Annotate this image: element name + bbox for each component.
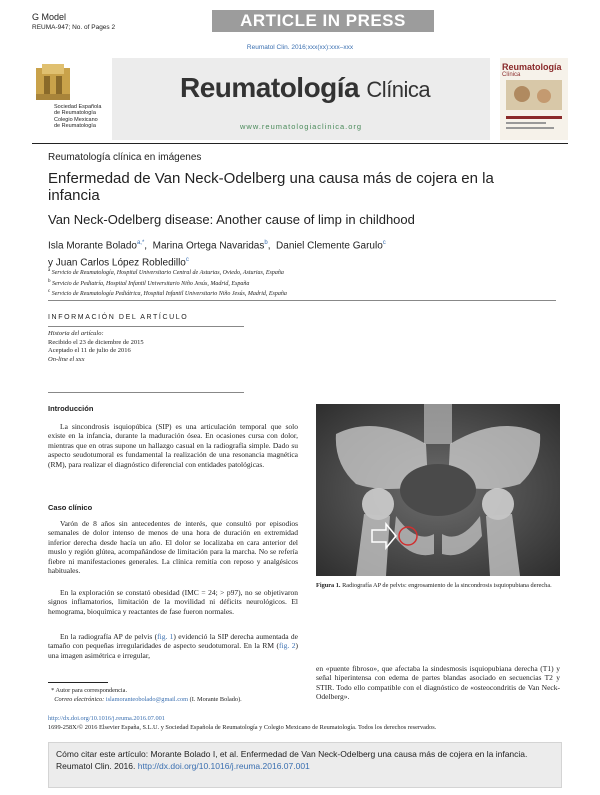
affiliation-list bbox=[48, 267, 548, 299]
author-affiliation-link[interactable]: a,* bbox=[136, 240, 145, 246]
intro-paragraph: La sincondrosis isquiopúbica (SIP) es una articulación temporal que solo existe en la infancia, durante la maduración ósea. En ocasiones cursa con dolor, mientras que en otras supone un hallazgo casual en la radiografía simple. Dado su aspecto seudotumoral es fundamental la realización de una resonancia magnética (RM), para realizar el diagnóstico diferencial con entidades patológicas. bbox=[48, 422, 298, 469]
article-history: Historia del artículo: Recibido el 23 de diciembre de 2015 Aceptado el 11 de julio de 2016 On-line el xxx bbox=[48, 330, 144, 363]
case-paragraph: En la radiografía AP de pelvis (fig. 1) evidenció la SIP derecha aumentada de tamaño con pequeñas irregularidades de aspecto seudotumoral. En la RM (fig. 2) una imagen asimétrica e irregular, bbox=[48, 632, 298, 660]
article-title-spanish: Enfermedad de Van Neck-Odelberg una causa más de cojera en la infancia bbox=[48, 170, 494, 204]
column-2-paragraph: en «puente fibroso», que afectaba la sindesmosis isquiopubiana derecha (T1) y señal hiperintensa con edema de partes blandas asociado en secuencias T2 y STIR. Todo ello compatible con el diagnóstico de «osteocondritis de Van Neck-Odelberg». bbox=[316, 664, 560, 702]
doi-block bbox=[48, 714, 436, 732]
header-divider bbox=[48, 300, 556, 301]
society-name: Sociedad Española de Reumatología Colegio Mexicano de Reumatología bbox=[54, 104, 102, 130]
figure-caption: Figura 1. Radiografía AP de pelvis: engrosamiento de la sincondrosis isquiopubiana derecha. bbox=[316, 582, 552, 589]
footnote: * Autor para correspondencia. Correo electrónico: islamoranteobolado@gmail.com (I. Morante Bolado). bbox=[48, 687, 242, 703]
author-name: Juan Carlos López Robledillo bbox=[55, 257, 186, 269]
journal-url-link[interactable]: www.reumatologiaclinica.org bbox=[240, 122, 363, 131]
affiliation-item: $^a$ Servicio de Reumatología, Hospital Universitario Central de Asturias, Oviedo, Asturias, España bbox=[48, 268, 284, 276]
author-list: Isla Morante Bolado$^{a,*}$, Marina Ortega Navaridas$^b$, Daniel Clemente Garulo$^c$ y Juan Carlos López Robledillo$^c$ bbox=[48, 240, 386, 269]
journal-citation-line[interactable]: Reumatol Clin. 2016;xxx(xx):xxx–xxx bbox=[246, 44, 354, 51]
article-in-press-banner: ARTICLE IN PRESS bbox=[212, 10, 434, 32]
masthead-divider bbox=[32, 143, 568, 144]
journal-title: Reumatología Clínica bbox=[180, 72, 431, 103]
copyright-line: 1699-258X/© 2016 Elsevier España, S.L.U. y Sociedad Española de Reumatología y Colegio Mexicano de Reumatología. Todos los derechos reservados. bbox=[48, 724, 437, 731]
author-name: Daniel Clemente Garulo bbox=[276, 240, 383, 252]
article-title-english: Van Neck-Odelberg disease: Another cause of limp in childhood bbox=[48, 212, 415, 227]
case-paragraph: En la exploración se constató obesidad (IMC = 24; > p97), no se objetivaron signos inflamatorios, limitación de la movilidad ni déficits neurológicos. El hemograma, bioquímica y reactantes de fase fueron normales. bbox=[48, 588, 298, 616]
section-label: Reumatología clínica en imágenes bbox=[48, 152, 202, 163]
figure-2-link[interactable]: fig. 2 bbox=[279, 641, 296, 651]
author-affiliation-link[interactable]: b bbox=[264, 240, 268, 246]
email-link[interactable]: islamoranteobolado@gmail.com bbox=[105, 696, 189, 703]
society-seal-icon bbox=[32, 62, 74, 104]
affiliation-item: $^b$ Servicio de Pediatría, Hospital Infantil Universitario Niño Jesús, Madrid, España bbox=[48, 278, 250, 287]
cover-title: Reumatología Clínica bbox=[502, 62, 562, 78]
intro-heading: Introducción bbox=[48, 404, 94, 413]
g-model-label: G Model bbox=[32, 12, 67, 22]
affiliation-item: $^c$ Servicio de Reumatología Pediátrica, Hospital Infantil Universitario Niño Jesús, Madrid, España bbox=[48, 289, 287, 297]
author-name: Marina Ortega Navaridas bbox=[152, 240, 265, 252]
manuscript-number: REUMA-947; No. of Pages 2 bbox=[32, 24, 116, 31]
article-info-heading: INFORMACIÓN DEL ARTÍCULO bbox=[48, 314, 189, 321]
figure-1-link[interactable]: fig. 1 bbox=[157, 632, 174, 641]
info-divider bbox=[48, 392, 244, 393]
doi-link[interactable]: http://dx.doi.org/10.1016/j.reuma.2016.07.001 bbox=[48, 715, 165, 722]
case-paragraph: Varón de 8 años sin antecedentes de interés, que consultó por episodios semanales de dolor intenso de menos de una hora de duración en extremidad inferior derecha desde hacía un año. El dolor se localizaba en cara anterior del muslo y región glútea, acompañándose de limitación para la marcha. No se refería fiebre ni manifestaciones generales. La clínica remitía con reposo y analgésicos habituales. bbox=[48, 519, 298, 576]
author-affiliation-link[interactable]: c bbox=[382, 240, 386, 246]
cite-doi-link[interactable]: http://dx.doi.org/10.1016/j.reuma.2016.07.001 bbox=[137, 761, 310, 771]
author-name: Isla Morante Bolado bbox=[48, 240, 137, 252]
info-divider bbox=[48, 326, 244, 327]
case-heading: Caso clínico bbox=[48, 503, 93, 512]
footnote-divider bbox=[48, 682, 108, 683]
how-to-cite-text: Cómo citar este artículo: Morante Bolado I, et al. Enfermedad de Van Neck-Odelberg una causa más de cojera en la infancia. Reumatol Clin. 2016. http://dx.doi.org/10.1016/j.reuma.2016.07.001 bbox=[56, 749, 528, 771]
author-affiliation-link[interactable]: c bbox=[185, 257, 189, 264]
pelvis-radiograph-figure bbox=[316, 404, 560, 576]
xray-image bbox=[316, 404, 560, 576]
